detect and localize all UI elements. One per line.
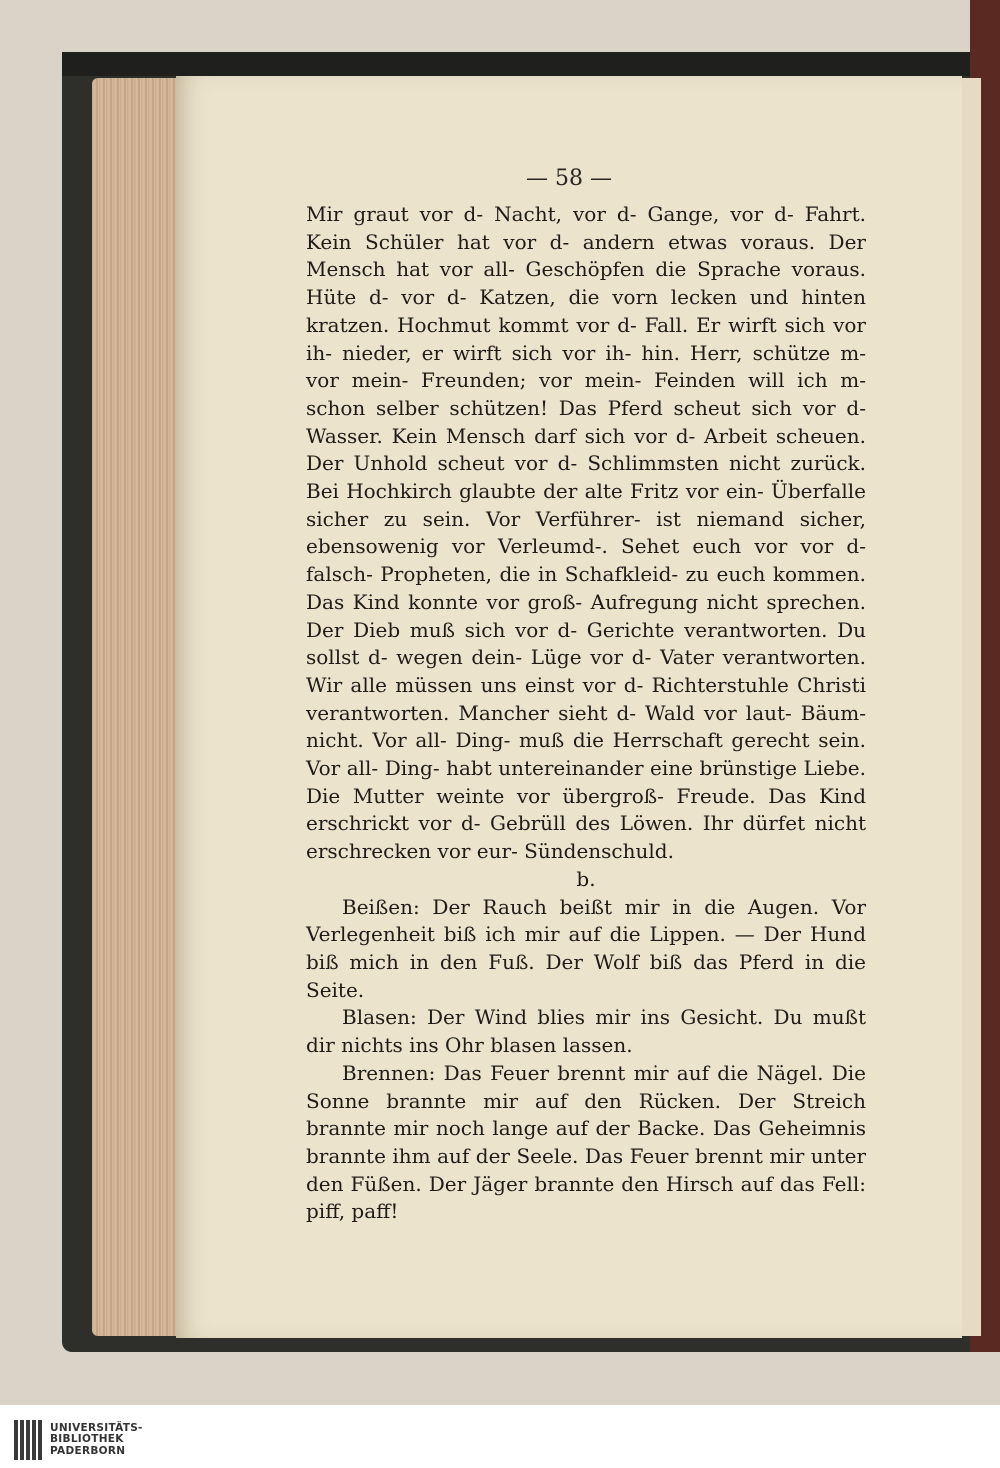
library-logo-text [50, 1423, 143, 1458]
library-logo-mark [14, 1420, 42, 1460]
page-text [306, 201, 866, 1226]
logo-line-1: UNIVERSITÄTS- [50, 1421, 143, 1434]
book-page [176, 76, 962, 1338]
logo-line-2: BIBLIOTHEK [50, 1433, 124, 1446]
library-logo [14, 1420, 143, 1460]
entry-brennen: Brennen: Das Feuer brennt mir auf die Nägel. Die Sonne brannte mir auf den Rücken. Der Streich brannte mir noch lange auf der Backe. Das Geheimnis brannte ihm auf der Seele. Das Feuer brennt mir unter den Füßen. Der Jäger brannte den Hirsch auf das Fell: piff, paff! [306, 1060, 866, 1224]
page-edges [92, 78, 184, 1336]
logo-line-3: PADERBORN [50, 1444, 126, 1457]
section-label: b. [576, 866, 596, 891]
entry-beissen: Beißen: Der Rauch beißt mir in die Augen. Vor Verlegenheit biß ich mir auf die Lippen. — Der Hund biß mich in den Fuß. Der Wolf biß das Pferd in die Seite. [306, 894, 866, 1002]
paragraph-main: Mir graut vor d- Nacht, vor d- Gange, vor d- Fahrt. Kein Schüler hat vor d- andern etwas voraus. Der Mensch hat vor all- Geschöpfen die Sprache voraus. Hüte d- vor d- Katzen, die vorn lecken und hinten kratzen. Hochmut kommt vor d- Fall. Er wirft sich vor ih- nieder, er wirft sich vor ih- hin. Herr, schütze m- vor mein- Freunden; vor mein- Feinden will ich m- schon selber schützen! Das Pferd scheut sich vor d- Wasser. Kein Mensch darf sich vor d- Arbeit scheuen. Der Unhold scheut vor d- Schlimmsten nicht zurück. Bei Hochkirch glaubte der alte Fritz vor ein- Überfalle sicher zu sein. Vor Verführer- ist niemand sicher, ebensowenig vor Verleumd-. Sehet euch vor vor d- falsch- Propheten, die in Schafkleid- zu euch kommen. Das Kind konnte vor groß- Aufregung nicht sprechen. Der Dieb muß sich vor d- Gerichte verantworten. Du sollst d- wegen dein- Lüge vor d- Vater verantworten. Wir alle müssen uns einst vor d- Richterstuhle Christi verantworten. Mancher sieht d- Wald vor laut- Bäum- nicht. Vor all- Ding- muß die Herrschaft gerecht sein. Vor all- Ding- habt untereinander eine brünstige Liebe. Die Mutter weinte vor übergroß- Freude. Das Kind erschrickt vor d- Gebrüll des Löwen. Ihr dürfet nicht erschrecken vor eur- Sündenschuld. [306, 202, 866, 864]
entry-blasen: Blasen: Der Wind blies mir ins Gesicht. Du mußt dir nichts ins Ohr blasen lassen. [306, 1005, 866, 1058]
book-cover-top-edge [62, 52, 1000, 76]
page-number: — 58 — [526, 166, 612, 191]
